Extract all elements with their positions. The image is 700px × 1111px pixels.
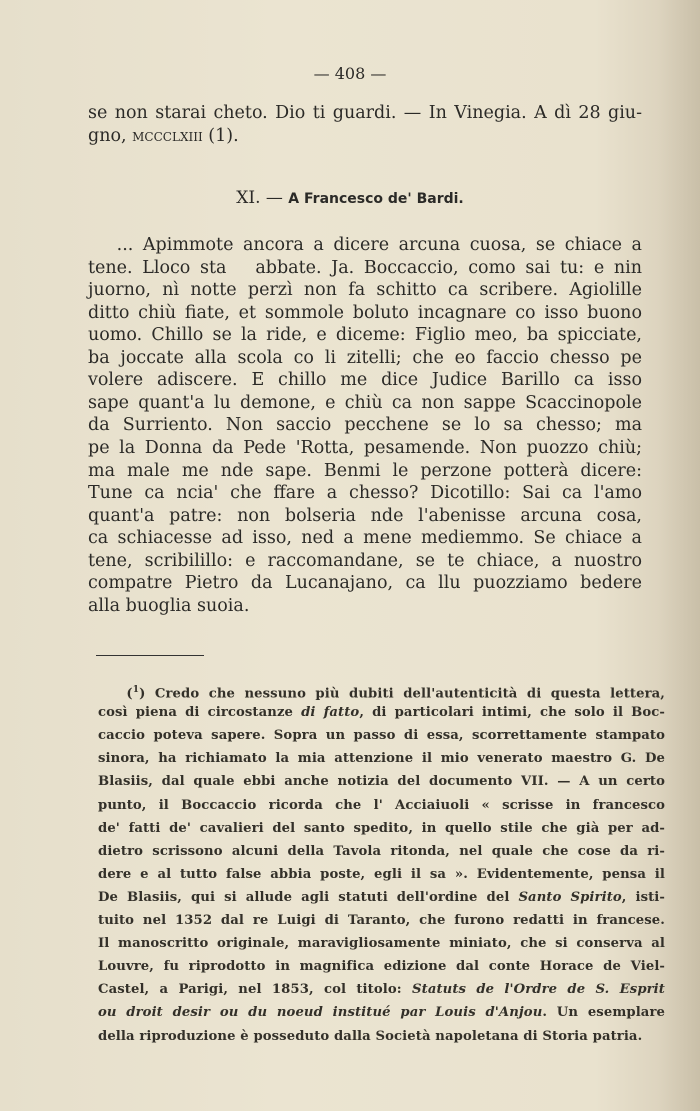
letter-line: sape quant'a lu demone, e chiù ca non sappe Scaccinopole xyxy=(88,392,642,413)
italic-text: ou droit desir ou du noeud institué par Louis d'Anjou xyxy=(98,1005,543,1021)
text-segment: Louvre, fu riprodotto in magnifica edizione dal conte Horace de Viel- xyxy=(98,959,665,975)
text-segment: de' fatti de' cavalieri del santo spedito, in quello stile che già per ad- xyxy=(98,820,665,836)
text-segment: Castel, a Parigi, nel 1853, col titolo: xyxy=(98,982,412,998)
footnote-line xyxy=(98,865,665,885)
italic-text: di fatto xyxy=(301,705,360,721)
letter-line: ba joccate alla scola co li zitelli; che eo faccio chesso pe xyxy=(88,347,642,368)
text-segment: punto, il Boccaccio ricorda che l' Acciaiuoli « scrisse in francesco xyxy=(98,797,665,813)
footnote-line xyxy=(98,703,665,723)
text-segment: tuito nel 1352 dal re Luigi di Taranto, che furono redatti in francese. xyxy=(98,913,665,928)
letter-line: Tune ca ncia' che ffare a chesso? Dicotillo: Sai ca l'amo xyxy=(88,483,642,504)
footnote-line xyxy=(98,819,665,839)
letter-number: XI. — xyxy=(236,188,283,208)
text-line xyxy=(88,102,642,124)
letter-title: A Francesco de' Bardi. xyxy=(288,191,464,207)
footnote-line xyxy=(98,957,665,977)
text-segment: De Blasiis, qui si allude agli statuti dell'ordine del xyxy=(98,889,519,905)
footnote-marker: 1 xyxy=(132,685,140,695)
footnote-line xyxy=(98,796,665,816)
text-segment: così piena di circostanze xyxy=(98,705,302,721)
footnote-line xyxy=(98,726,665,746)
footnote-line xyxy=(98,934,665,954)
text-segment: Blasiis, dal quale ebbi anche notizia del documento VII. — A un certo xyxy=(98,774,665,790)
letter-line: ditto chiù fiate, et sommole boluto incagnare co isso buono xyxy=(88,302,642,323)
letter-line: ca schiacesse ad isso, ned a mene mediemmo. Se chiace a xyxy=(88,528,642,549)
footnote-line xyxy=(98,888,665,908)
footnote-line xyxy=(98,911,665,931)
text-segment: dere e al tutto false abbia poste, egli il sa ». Evidentemente, pensa il xyxy=(98,866,665,882)
letter-line: volere adiscere. E chillo me dice Judice Barillo ca isso xyxy=(88,370,642,391)
text-segment: . Un esemplare xyxy=(542,1005,665,1021)
italic-text: Statuts de l'Ordre de S. Esprit xyxy=(412,982,665,998)
letter-line: ... Apimmote ancora a dicere arcuna cuosa, se chiace a xyxy=(88,235,642,255)
text-segment: Il manoscritto originale, maravigliosamente miniato, che si conserva al xyxy=(98,936,665,952)
text-segment: ) Credo che nessuno più dubiti dell'autenticità di questa lettera, xyxy=(139,686,665,702)
italic-text: Santo Spirito xyxy=(518,889,622,905)
footnote-line xyxy=(98,749,665,769)
footnote-line xyxy=(98,1003,665,1023)
letter-line: tene, scribilillo: e raccomandane, se te chiace, a nuostro xyxy=(88,550,642,571)
letter-line: alla buoglia suoia. xyxy=(88,595,250,616)
footnote-line xyxy=(98,772,665,792)
letter-line: da Surriento. Non saccio pecchene se lo sa chesso; ma xyxy=(88,415,642,436)
letter-line: juorno, nì notte perzì non fa schitto ca scribere. Agiolille xyxy=(88,280,642,301)
letter-line: pe la Donna da Pede 'Rotta, pesamende. Non puozzo chiù; xyxy=(88,438,642,459)
text-segment: sinora, ha richiamato la mia attenzione il mio venerato maestro G. De xyxy=(98,751,665,767)
letter-line: compatre Pietro da Lucanajano, ca llu puozziamo bedere xyxy=(88,573,642,594)
text-segment: della riproduzione è posseduto dalla Società napoletana di Storia patria. xyxy=(98,1028,643,1044)
text-segment: , isti- xyxy=(621,889,665,905)
footnote-line xyxy=(98,980,665,1000)
footnote-line xyxy=(98,842,665,862)
page-number: — 408 — xyxy=(313,64,387,83)
letter-line: quant'a patre: non bolseria nde l'abenisse arcuna cosa, xyxy=(88,505,642,526)
letter-line: tene. Lloco sta abbate. Ja. Boccaccio, como sai tu: e nin xyxy=(88,257,642,278)
footnote-paren: ( xyxy=(98,686,133,702)
footnote-line xyxy=(98,1027,665,1047)
letter-line: ma male me nde sape. Benmi le perzone potterà dicere: xyxy=(88,460,642,481)
text-segment: caccio poteva sapere. Sopra un passo di essa, scorrettamente stampato xyxy=(98,728,665,744)
letter-line: uomo. Chillo se la ride, e diceme: Figlio meo, ba spicciate, xyxy=(88,325,642,346)
text-segment: , di particolari intimi, che solo il Boc- xyxy=(359,705,665,721)
text-line xyxy=(88,125,642,147)
small-caps-text: mccclxiii xyxy=(132,126,203,146)
letter-heading xyxy=(0,188,700,208)
footnote-rule xyxy=(96,655,204,656)
text-segment: (1). xyxy=(202,126,239,146)
footnote-line xyxy=(98,680,665,700)
text-segment: se non starai cheto. Dio ti guardi. — In Vinegia. A dì 28 giu- xyxy=(88,103,642,123)
text-segment: dietro scrissono alcuni della Tavola ritonda, nel quale che cose da ri- xyxy=(98,843,665,859)
text-segment: gno, xyxy=(88,126,133,146)
